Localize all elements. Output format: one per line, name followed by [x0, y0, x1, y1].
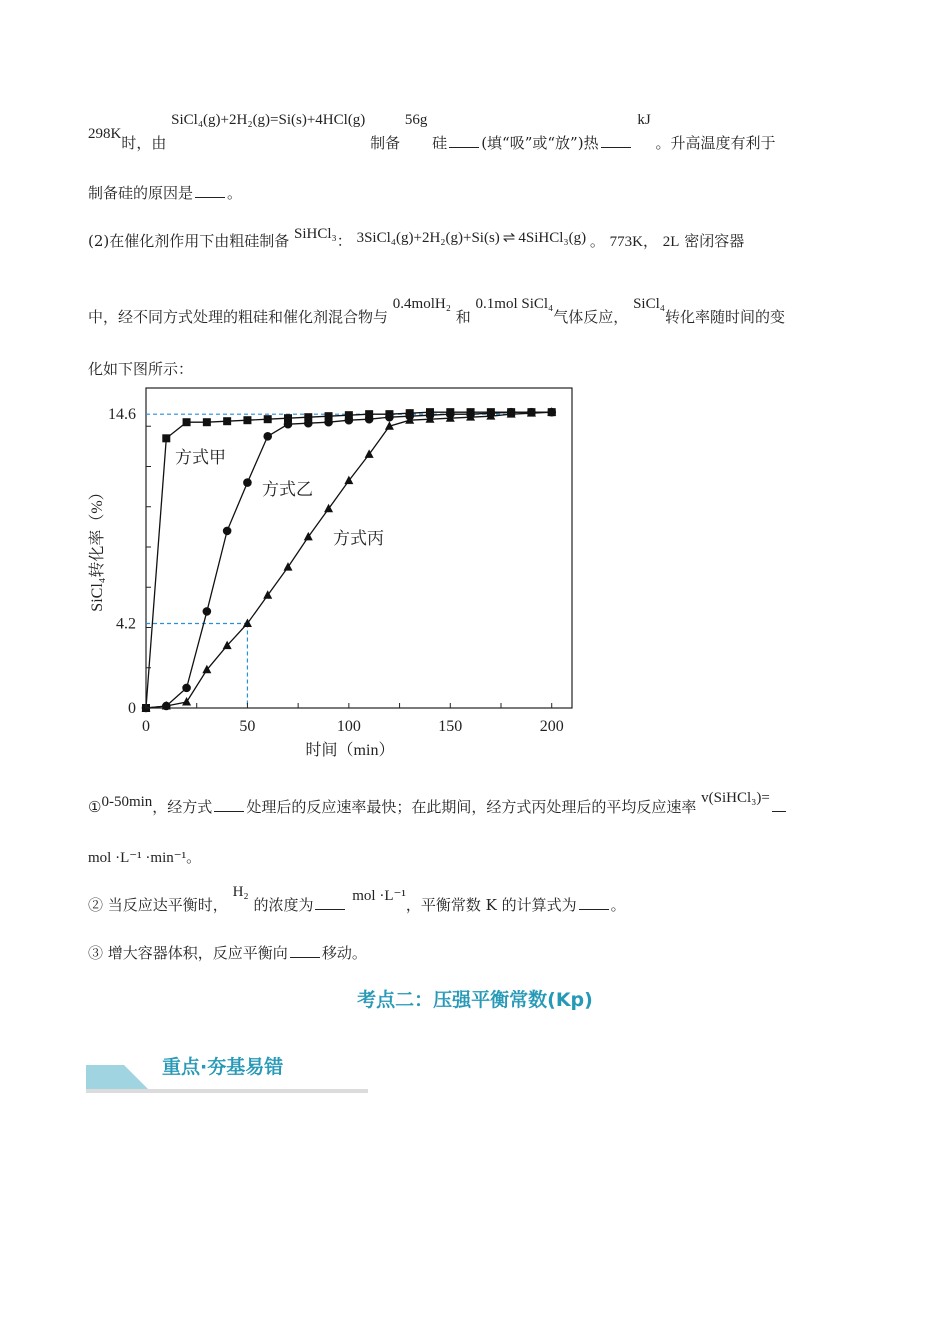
y-tick-label: 4.2 — [116, 615, 136, 633]
conversion-chart — [80, 378, 580, 764]
y-tick-label: 0 — [128, 700, 136, 717]
answer-blank — [290, 945, 320, 958]
equilibrium-arrow: ⇌ — [502, 230, 516, 246]
series-label-jia: 方式甲 — [175, 448, 226, 467]
paragraph-1-line-2: 制备硅的原因是 。 — [88, 184, 243, 202]
data-point-circle — [365, 415, 374, 424]
paragraph-2-line-2: 中，经不同方式处理的粗硅和催化剂混合物与 0.4molH₂ 和 0.1mol SiCl₄气体反应， SiCl₄转化率随时间的变 — [88, 296, 786, 326]
x-tick-label: 150 — [438, 718, 463, 735]
question-1-line-1: ①0-50min，经方式 处理后的反应速率最快；在此期间，经方式丙处理后的平均反应速率 v(SiHCl₃)= — [88, 796, 788, 817]
data-point-circle — [324, 418, 333, 427]
data-point-square — [243, 416, 251, 424]
equation-reduction: SiCl₄(g)+2H₂(g)=Si(s)+4HCl(g) — [171, 112, 366, 128]
data-point-circle — [284, 420, 293, 429]
question-3: ③ 增大容器体积，反应平衡向 移动。 — [88, 944, 367, 962]
answer-blank — [214, 799, 244, 812]
y-tick-label: 14.6 — [108, 406, 136, 424]
data-point-circle — [182, 684, 191, 693]
question-2: ② 当反应达平衡时， H₂ 的浓度为 mol ·L⁻¹，平衡常数 K 的计算式为 。 — [88, 884, 626, 914]
banner — [86, 1050, 368, 1094]
x-tick-label: 200 — [539, 718, 564, 735]
data-point-circle — [263, 432, 272, 441]
banner-divider — [86, 1089, 368, 1093]
answer-blank — [579, 897, 609, 910]
data-point-circle — [243, 478, 252, 487]
paragraph-2-line-1: (2)在催化剂作用下由粗硅制备 SiHCl₃： 3SiCl₄(g)+2H₂(g)+Si(s) ⇌ 4SiHCl₃(g) 。 773K， 2L 密闭容器 — [88, 226, 745, 250]
data-point-circle — [203, 607, 212, 616]
answer-blank — [315, 897, 345, 910]
data-point-square — [162, 434, 170, 442]
data-point-square — [203, 418, 211, 426]
answer-blank — [195, 185, 225, 198]
series-label-yi: 方式乙 — [262, 480, 313, 499]
x-axis-label: 时间（min） — [305, 742, 395, 759]
y-axis-label: SiCl₄转化率（%） — [89, 484, 106, 612]
data-point-square — [223, 417, 231, 425]
data-point-circle — [304, 419, 313, 428]
answer-blank — [449, 135, 479, 148]
paragraph-2-line-3: 化如下图所示： — [88, 360, 194, 378]
banner-shape-icon — [86, 1065, 150, 1091]
data-point-circle — [345, 416, 354, 425]
data-point-circle — [385, 413, 394, 422]
paragraph-1-line-1: 298K时，由 SiCl₄(g)+2H₂(g)=Si(s)+4HCl(g) 制备 56g 硅 (填“吸”或“放”)热 kJ 。升高温度有利于 — [88, 112, 776, 152]
banner-label: 重点·夯基易错 — [162, 1056, 284, 1078]
data-point-square — [183, 418, 191, 426]
section-title: 考点二：压强平衡常数(Kp) — [357, 989, 593, 1011]
x-tick-label: 50 — [239, 718, 256, 735]
x-tick-label: 0 — [142, 718, 150, 735]
answer-blank — [601, 135, 631, 148]
x-tick-label: 100 — [336, 718, 361, 735]
equation-synthesis: 3SiCl₄(g)+2H₂(g)+Si(s) ⇌ 4SiHCl₃(g) — [356, 230, 587, 246]
data-point-square — [264, 415, 272, 423]
data-point-circle — [223, 527, 232, 536]
series-label-bing: 方式丙 — [333, 529, 384, 548]
question-1-line-2: mol ·L⁻¹ ·min⁻¹。 — [88, 848, 202, 866]
plot-frame — [146, 388, 572, 708]
answer-blank — [772, 799, 786, 812]
